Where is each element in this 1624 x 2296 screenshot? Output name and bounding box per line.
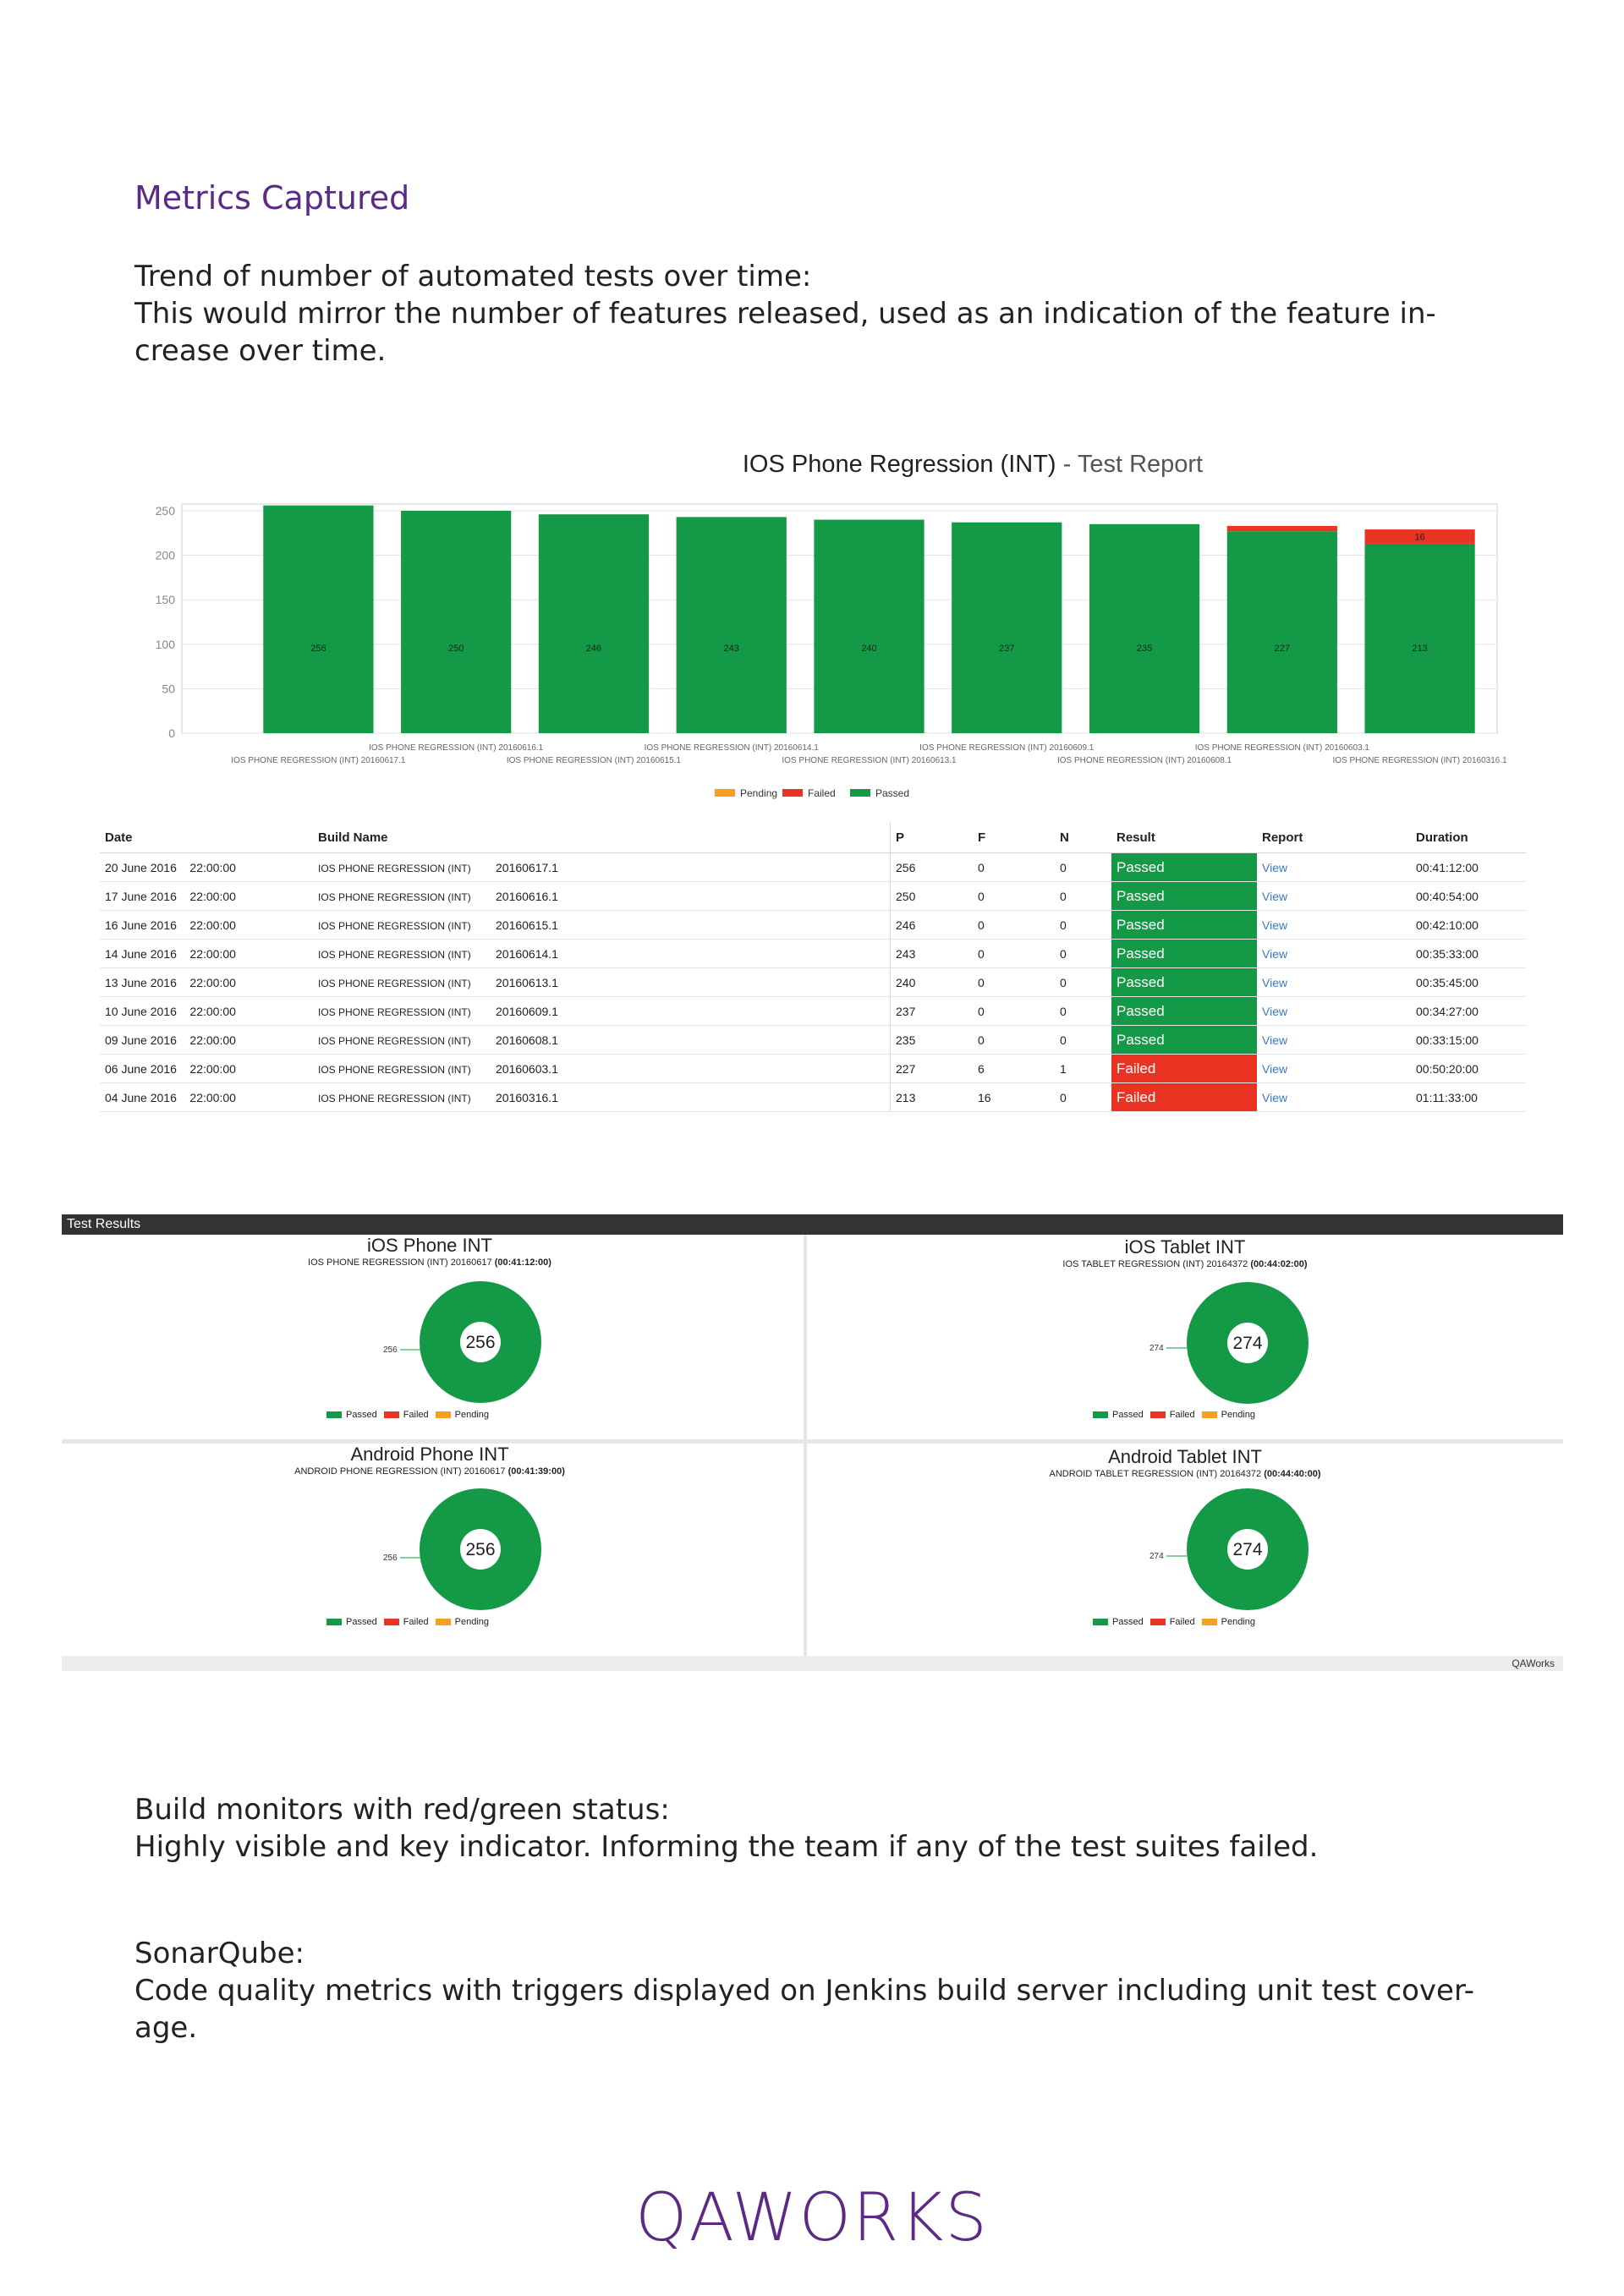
col-p: P [891, 822, 974, 853]
cell-p: 237 [891, 997, 974, 1026]
build-monitors-paragraph [134, 1791, 1505, 1866]
bar-passed [1227, 531, 1337, 733]
cell-report[interactable] [1257, 968, 1411, 997]
cell-f: 0 [973, 882, 1055, 911]
x-tick-label: IOS PHONE REGRESSION (INT) 20160614.1 [644, 743, 819, 753]
cell-n: 1 [1055, 1055, 1111, 1083]
cell-build-number: 20160616.1 [496, 889, 558, 903]
panel-subtitle-text: IOS TABLET REGRESSION (INT) 20164372 [1062, 1259, 1251, 1269]
sonarqube-paragraph [134, 1935, 1505, 2047]
panel-title: Android Tablet INT [1108, 1446, 1262, 1467]
cell-date-time: 22:00:00 [189, 889, 236, 903]
legend-passed: Passed [1112, 1410, 1144, 1420]
cell-report[interactable] [1257, 940, 1411, 968]
bar-passed [814, 520, 924, 733]
legend-failed: Failed [1169, 1617, 1195, 1627]
cell-build-name [313, 853, 891, 882]
cell-f: 0 [973, 940, 1055, 968]
donut-side-label: 256 [383, 1345, 398, 1355]
legend-failed-swatch [1150, 1619, 1166, 1625]
legend-swatch [715, 789, 735, 797]
legend-failed: Failed [1169, 1410, 1195, 1420]
table-header-row [100, 822, 1526, 853]
cell-build-name [313, 940, 891, 968]
bar-value-label: 240 [861, 643, 877, 654]
cell-date-day: 09 June 2016 [105, 1033, 177, 1047]
bar-passed [1365, 544, 1475, 733]
cell-build-title: IOS PHONE REGRESSION (INT) [318, 948, 471, 961]
cell-date-day: 16 June 2016 [105, 918, 177, 932]
cell-duration: 00:41:12:00 [1411, 853, 1526, 882]
cell-p: 235 [891, 1026, 974, 1055]
chart-title-suffix: - Test Report [1056, 451, 1204, 478]
y-tick-label: 100 [155, 637, 175, 651]
cell-build-name [313, 997, 891, 1026]
view-report-link[interactable]: View [1262, 946, 1288, 961]
cell-date-time: 22:00:00 [189, 946, 236, 961]
panel-title: iOS Tablet INT [1124, 1236, 1246, 1258]
table-row [100, 911, 1526, 940]
legend-failed-swatch [1150, 1411, 1166, 1418]
bar-passed [677, 517, 787, 733]
col-build-name: Build Name [313, 822, 891, 853]
chart-title-main: IOS Phone Regression (INT) [742, 451, 1056, 478]
cell-f: 6 [973, 1055, 1055, 1083]
cell-report[interactable] [1257, 1026, 1411, 1055]
donut-chart [1082, 1277, 1336, 1412]
x-tick-label: IOS PHONE REGRESSION (INT) 20160316.1 [1332, 756, 1507, 765]
bar-value-label: 235 [1136, 643, 1153, 654]
x-tick-label: IOS PHONE REGRESSION (INT) 20160608.1 [1056, 756, 1232, 765]
cell-n: 0 [1055, 882, 1111, 911]
cell-result-badge: Passed [1111, 940, 1257, 968]
cell-date-day: 04 June 2016 [105, 1090, 177, 1104]
panel-subtitle-text: ANDROID PHONE REGRESSION (INT) 20160617 [294, 1466, 508, 1477]
cell-date-day: 13 June 2016 [105, 975, 177, 989]
cell-n: 0 [1055, 968, 1111, 997]
panel-subtitle-text: IOS PHONE REGRESSION (INT) 20160617 [308, 1258, 495, 1268]
cell-date-day: 17 June 2016 [105, 889, 177, 903]
legend-passed-swatch [326, 1619, 342, 1625]
legend-label: Passed [875, 787, 910, 799]
cell-build-title: IOS PHONE REGRESSION (INT) [318, 1034, 471, 1047]
cell-result-badge: Passed [1111, 911, 1257, 940]
cell-duration: 00:42:10:00 [1411, 911, 1526, 940]
cell-build-number: 20160316.1 [496, 1090, 558, 1104]
legend-passed: Passed [1112, 1617, 1144, 1627]
view-report-link[interactable]: View [1262, 1061, 1288, 1076]
intro-paragraph [134, 258, 1505, 370]
view-report-link[interactable]: View [1262, 1033, 1288, 1047]
table-row [100, 853, 1526, 882]
panel-subtitle-duration: (00:44:02:00) [1250, 1259, 1308, 1269]
cell-date [100, 911, 313, 940]
legend-pending-swatch [1202, 1619, 1217, 1625]
cell-date-day: 06 June 2016 [105, 1061, 177, 1076]
cell-date [100, 968, 313, 997]
cell-date-day: 20 June 2016 [105, 860, 177, 874]
cell-build-title: IOS PHONE REGRESSION (INT) [318, 919, 471, 932]
cell-p: 256 [891, 853, 974, 882]
bar-passed [952, 523, 1062, 733]
legend-pending-swatch [436, 1619, 451, 1625]
cell-n: 0 [1055, 911, 1111, 940]
cell-date-time: 22:00:00 [189, 1090, 236, 1104]
col-result: Result [1111, 822, 1257, 853]
legend-pending: Pending [1221, 1410, 1256, 1420]
cell-result-badge: Failed [1111, 1083, 1257, 1112]
panel-ios-tablet [807, 1235, 1563, 1438]
panel-subtitle [807, 1469, 1563, 1479]
cell-result-badge: Passed [1111, 968, 1257, 997]
table-row [100, 1055, 1526, 1083]
cell-build-title: IOS PHONE REGRESSION (INT) [318, 1006, 471, 1018]
cell-f: 0 [973, 968, 1055, 997]
x-tick-label: IOS PHONE REGRESSION (INT) 20160617.1 [231, 756, 406, 765]
cell-f: 0 [973, 911, 1055, 940]
legend-passed-swatch [1093, 1411, 1108, 1418]
panel-subtitle-text: ANDROID TABLET REGRESSION (INT) 20164372 [1049, 1469, 1265, 1479]
cell-result-badge: Passed [1111, 882, 1257, 911]
cell-report[interactable] [1257, 882, 1411, 911]
view-report-link[interactable]: View [1262, 1004, 1288, 1018]
panel-title: iOS Phone INT [367, 1235, 492, 1256]
donut-legend [320, 1410, 489, 1420]
cell-build-title: IOS PHONE REGRESSION (INT) [318, 977, 471, 989]
legend-swatch [850, 789, 870, 797]
view-report-link[interactable]: View [1262, 889, 1288, 903]
panel-subtitle [807, 1259, 1563, 1269]
donut-count: 256 [465, 1333, 496, 1352]
cell-date [100, 1026, 313, 1055]
cell-n: 0 [1055, 1026, 1111, 1055]
legend-failed-swatch [384, 1411, 399, 1418]
col-n: N [1055, 822, 1111, 853]
cell-build-number: 20160609.1 [496, 1004, 558, 1018]
panel-subtitle-duration: (00:41:12:00) [494, 1258, 551, 1268]
page-heading: Metrics Captured [134, 179, 410, 216]
cell-build-name [313, 1055, 891, 1083]
bar-value-label: 237 [999, 643, 1015, 654]
donut-side-label: 274 [1149, 1552, 1164, 1561]
bar-value-label: 213 [1412, 643, 1428, 654]
cell-date-time: 22:00:00 [189, 918, 236, 932]
bar-passed [539, 514, 649, 733]
cell-date-time: 22:00:00 [189, 1004, 236, 1018]
bar-value-label: 227 [1274, 643, 1291, 654]
cell-date [100, 882, 313, 911]
cell-result-badge: Passed [1111, 853, 1257, 882]
cell-date-day: 10 June 2016 [105, 1004, 177, 1018]
legend-pending-swatch [436, 1411, 451, 1418]
y-tick-label: 200 [155, 548, 175, 562]
cell-build-name [313, 911, 891, 940]
build-monitors-heading: Build monitors with red/green status: [134, 1793, 670, 1827]
cell-date [100, 940, 313, 968]
cell-duration: 00:50:20:00 [1411, 1055, 1526, 1083]
legend-passed-swatch [326, 1411, 342, 1418]
dashboard-title-bar: Test Results [62, 1214, 1563, 1235]
cell-report[interactable] [1257, 997, 1411, 1026]
intro-line-1: Trend of number of automated tests over time: [134, 260, 812, 293]
view-report-link[interactable]: View [1262, 975, 1288, 989]
bar-passed [263, 506, 373, 733]
legend-label: Pending [740, 787, 778, 799]
bar-value-label: 256 [310, 643, 326, 654]
cell-date-time: 22:00:00 [189, 860, 236, 874]
cell-duration: 00:33:15:00 [1411, 1026, 1526, 1055]
cell-build-number: 20160603.1 [496, 1061, 558, 1076]
legend-passed: Passed [346, 1617, 377, 1627]
cell-date-day: 14 June 2016 [105, 946, 177, 961]
legend-passed: Passed [346, 1410, 377, 1420]
cell-date [100, 997, 313, 1026]
bar-failed [1227, 526, 1337, 531]
col-date: Date [100, 822, 313, 853]
legend-pending: Pending [454, 1617, 490, 1627]
results-table [100, 822, 1526, 1112]
donut-chart [1082, 1486, 1336, 1621]
cell-build-name [313, 882, 891, 911]
bar-chart [127, 448, 1514, 803]
cell-result-badge: Passed [1111, 997, 1257, 1026]
y-tick-label: 150 [155, 593, 175, 607]
cell-f: 0 [973, 997, 1055, 1026]
test-results-dashboard [62, 1214, 1563, 1671]
donut-count: 256 [465, 1540, 496, 1559]
x-tick-label: IOS PHONE REGRESSION (INT) 20160609.1 [919, 743, 1095, 753]
view-report-link[interactable]: View [1262, 1090, 1288, 1104]
cell-report[interactable] [1257, 911, 1411, 940]
cell-duration: 00:35:33:00 [1411, 940, 1526, 968]
intro-line-2: This would mirror the number of features released, used as an indication of the feature in- crease over time. [134, 297, 1436, 368]
view-report-link[interactable]: View [1262, 918, 1288, 932]
cell-duration: 00:35:45:00 [1411, 968, 1526, 997]
donut-count: 274 [1232, 1334, 1263, 1353]
cell-date-time: 22:00:00 [189, 975, 236, 989]
dashboard-footer: QAWorks [62, 1656, 1563, 1671]
panel-subtitle-duration: (00:41:39:00) [508, 1466, 565, 1477]
table-row [100, 1026, 1526, 1055]
panel-subtitle [62, 1258, 798, 1268]
cell-build-number: 20160617.1 [496, 860, 558, 874]
bar-passed [1089, 524, 1199, 733]
cell-date [100, 1083, 313, 1112]
cell-p: 243 [891, 940, 974, 968]
cell-duration: 01:11:33:00 [1411, 1083, 1526, 1112]
sonarqube-text: Code quality metrics with triggers displayed on Jenkins build server including unit test cover- age. [134, 1974, 1475, 2045]
sonarqube-heading: SonarQube: [134, 1937, 305, 1970]
table-row [100, 940, 1526, 968]
donut-legend [320, 1617, 489, 1627]
x-tick-label: IOS PHONE REGRESSION (INT) 20160613.1 [782, 756, 957, 765]
legend-pending: Pending [454, 1410, 490, 1420]
donut-legend [1086, 1617, 1255, 1627]
legend-failed: Failed [403, 1410, 429, 1420]
legend-failed: Failed [403, 1617, 429, 1627]
cell-duration: 00:34:27:00 [1411, 997, 1526, 1026]
bar-value-label: 246 [585, 643, 602, 654]
legend-label: Failed [808, 787, 836, 799]
bar-value-label: 243 [723, 643, 739, 654]
view-report-link[interactable]: View [1262, 860, 1288, 874]
cell-p: 227 [891, 1055, 974, 1083]
legend-swatch [782, 789, 803, 797]
cell-p: 250 [891, 882, 974, 911]
cell-build-number: 20160614.1 [496, 946, 558, 961]
cell-build-title: IOS PHONE REGRESSION (INT) [318, 890, 471, 903]
donut-legend [1086, 1410, 1255, 1420]
cell-build-name [313, 968, 891, 997]
donut-side-label: 274 [1149, 1344, 1164, 1353]
cell-p: 246 [891, 911, 974, 940]
cell-f: 0 [973, 1026, 1055, 1055]
col-report: Report [1257, 822, 1411, 853]
cell-build-title: IOS PHONE REGRESSION (INT) [318, 1092, 471, 1104]
cell-report[interactable] [1257, 853, 1411, 882]
cell-f: 0 [973, 853, 1055, 882]
donut-count: 274 [1232, 1540, 1263, 1559]
y-tick-label: 250 [155, 504, 175, 518]
panel-android-tablet [807, 1444, 1563, 1647]
cell-duration: 00:40:54:00 [1411, 882, 1526, 911]
cell-date-time: 22:00:00 [189, 1061, 236, 1076]
table-row [100, 1083, 1526, 1112]
cell-n: 0 [1055, 1083, 1111, 1112]
cell-report[interactable] [1257, 1055, 1411, 1083]
panel-ios-phone [62, 1235, 798, 1438]
table-row [100, 997, 1526, 1026]
cell-report[interactable] [1257, 1083, 1411, 1112]
panel-android-phone [62, 1444, 798, 1647]
cell-date [100, 1055, 313, 1083]
cell-build-title: IOS PHONE REGRESSION (INT) [318, 862, 471, 874]
cell-n: 0 [1055, 940, 1111, 968]
cell-p: 240 [891, 968, 974, 997]
cell-date-time: 22:00:00 [189, 1033, 236, 1047]
col-duration: Duration [1411, 822, 1526, 853]
legend-pending-swatch [1202, 1411, 1217, 1418]
col-f: F [973, 822, 1055, 853]
cell-result-badge: Passed [1111, 1026, 1257, 1055]
cell-p: 213 [891, 1083, 974, 1112]
donut-side-label: 256 [383, 1553, 398, 1563]
x-tick-label: IOS PHONE REGRESSION (INT) 20160616.1 [369, 743, 544, 753]
cell-build-title: IOS PHONE REGRESSION (INT) [318, 1063, 471, 1076]
legend-failed-swatch [384, 1619, 399, 1625]
cell-build-name [313, 1026, 891, 1055]
x-tick-label: IOS PHONE REGRESSION (INT) 20160615.1 [506, 756, 682, 765]
chart-title [743, 451, 1203, 478]
y-tick-label: 0 [168, 726, 175, 740]
donut-chart [315, 1277, 569, 1412]
cell-build-number: 20160608.1 [496, 1033, 558, 1047]
panel-subtitle-duration: (00:44:40:00) [1264, 1469, 1321, 1479]
donut-chart [315, 1486, 569, 1621]
bar-failed-label: 16 [1414, 532, 1425, 543]
bar-value-label: 250 [447, 643, 464, 654]
cell-build-number: 20160615.1 [496, 918, 558, 932]
build-monitors-text: Highly visible and key indicator. Informing the team if any of the test suites failed. [134, 1830, 1319, 1864]
cell-n: 0 [1055, 997, 1111, 1026]
y-tick-label: 50 [162, 682, 175, 696]
cell-result-badge: Failed [1111, 1055, 1257, 1083]
legend-pending: Pending [1221, 1617, 1256, 1627]
panel-subtitle [62, 1466, 798, 1477]
bar-passed [401, 511, 511, 733]
table-row [100, 882, 1526, 911]
panel-title: Android Phone INT [350, 1444, 509, 1465]
qaworks-logo: QAWORKS [635, 2180, 989, 2256]
cell-build-number: 20160613.1 [496, 975, 558, 989]
cell-date [100, 853, 313, 882]
table-row [100, 968, 1526, 997]
x-tick-label: IOS PHONE REGRESSION (INT) 20160603.1 [1194, 743, 1369, 753]
legend-passed-swatch [1093, 1619, 1108, 1625]
cell-build-name [313, 1083, 891, 1112]
cell-n: 0 [1055, 853, 1111, 882]
cell-f: 16 [973, 1083, 1055, 1112]
